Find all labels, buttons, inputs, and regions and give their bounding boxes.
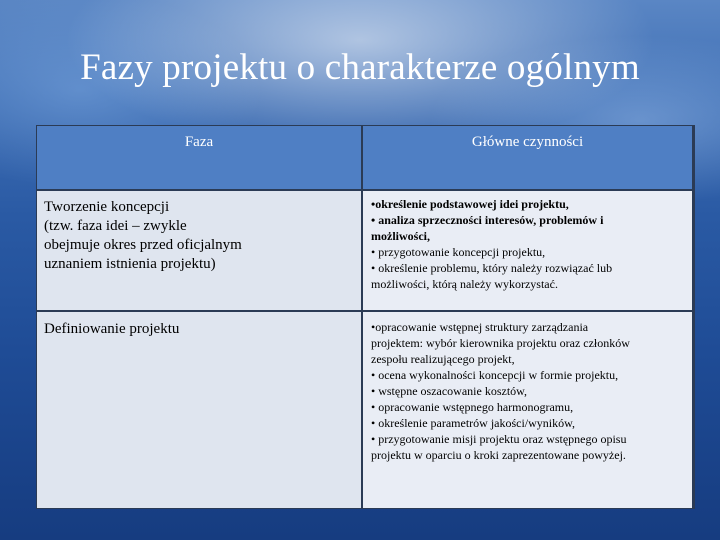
row-2-activities: [363, 312, 692, 508]
activity-item: • ocena wykonalności koncepcji w formie projektu,: [371, 368, 619, 382]
activity-item: • analiza sprzeczności interesów, problemów i: [371, 213, 604, 227]
activity-item: • wstępne oszacowanie kosztów,: [371, 384, 528, 398]
row-1-phase: [37, 191, 361, 310]
activity-item: • przygotowanie misji projektu oraz wstępnego opisu: [371, 432, 627, 446]
header-phase: Faza: [37, 126, 361, 189]
activity-item: • przygotowanie koncepcji projektu,: [371, 245, 546, 259]
activity-item: •określenie podstawowej idei projektu,: [371, 197, 569, 211]
phases-table: [36, 125, 695, 509]
activity-item: •opracowanie wstępnej struktury zarządzania: [371, 320, 589, 334]
activity-item: projektu w oparciu o kroki zaprezentowane powyżej.: [371, 448, 626, 462]
row-1-phase-line: uznaniem istnienia projektu): [44, 256, 216, 272]
header-activities: Główne czynności: [363, 126, 692, 189]
activity-item: • określenie problemu, który należy rozwiązać lub: [371, 261, 613, 275]
row-2-phase-line: Definiowanie projektu: [44, 321, 180, 337]
activity-item: • określenie parametrów jakości/wyników,: [371, 416, 576, 430]
row-1-phase-line: Tworzenie koncepcji: [44, 199, 170, 215]
row-1-phase-line: (tzw. faza idei – zwykle: [44, 218, 187, 234]
activity-item: • opracowanie wstępnego harmonogramu,: [371, 400, 574, 414]
activity-item: możliwości,: [371, 229, 430, 243]
activity-item: projektem: wybór kierownika projektu oraz członków: [371, 336, 630, 350]
row-2-phase: [37, 312, 361, 508]
activity-item: zespołu realizującego projekt,: [371, 352, 515, 366]
row-1-activities: [363, 191, 692, 310]
slide-title: Fazy projektu o charakterze ogólnym: [80, 47, 640, 88]
activity-item: możliwości, którą należy wykorzystać.: [371, 277, 558, 291]
row-1-phase-line: obejmuje okres przed oficjalnym: [44, 237, 242, 253]
